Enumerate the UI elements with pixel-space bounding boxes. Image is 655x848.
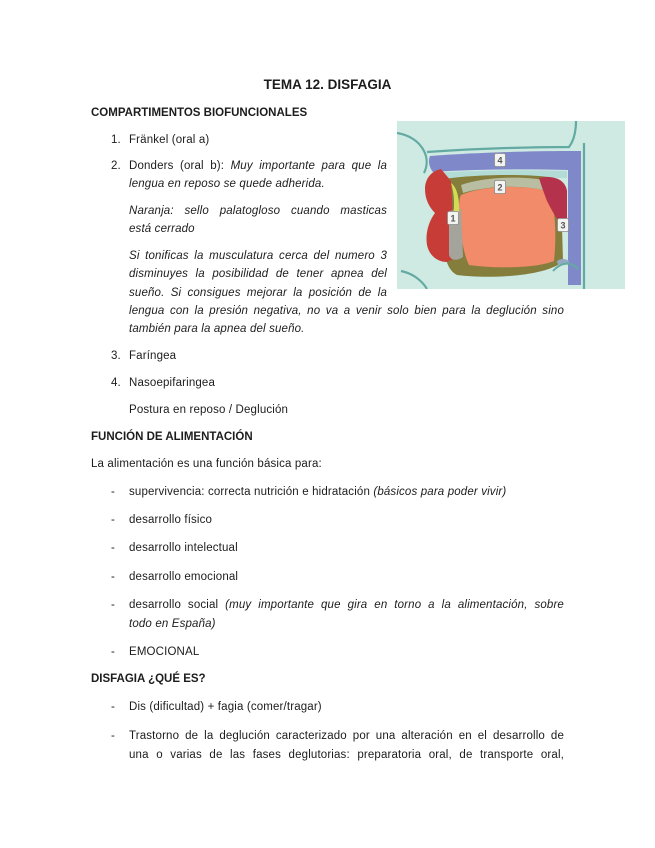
bullet-marker: -: [111, 646, 115, 658]
bullet-desarrollo-fisico: desarrollo físico: [129, 514, 213, 526]
list-item-frankel: Fränkel (oral a): [129, 134, 210, 146]
tonificas-note-line: disminuyes la posibilidad de tener apnea del: [129, 268, 387, 280]
list-item-number: 4.: [111, 377, 121, 389]
naranja-note-line: Naranja: sello palatogloso cuando masticas: [129, 205, 387, 217]
bullet-supervivencia: [129, 483, 506, 501]
bullet-text: desarrollo social: [129, 599, 226, 611]
bullet-desarrollo-emocional: desarrollo emocional: [129, 571, 239, 583]
bullet-marker: -: [111, 486, 115, 498]
bullet-emocional: EMOCIONAL: [129, 646, 200, 658]
bullet-marker: -: [111, 514, 115, 526]
bullet-note-continuation: todo en España): [129, 618, 216, 630]
list-item-donders: [129, 157, 387, 175]
section-heading-compartimentos: COMPARTIMENTOS BIOFUNCIONALES: [91, 107, 308, 119]
list-item-faringea: Faríngea: [129, 350, 177, 362]
bullet-desarrollo-intelectual: desarrollo intelectual: [129, 542, 238, 554]
bullet-marker: -: [111, 730, 115, 742]
alimentacion-intro: La alimentación es una función básica para:: [91, 458, 322, 470]
oral-compartments-figure: [397, 121, 625, 289]
bullet-text: supervivencia: correcta nutrición e hidratación: [129, 486, 374, 498]
tonificas-note-line: lengua con la presión negativa, no va a venir solo bien para la deglución sino: [129, 305, 564, 317]
bullet-note: (básicos para poder vivir): [373, 486, 507, 498]
page-title: TEMA 12. DISFAGIA: [263, 77, 392, 92]
section-heading-alimentacion: FUNCIÓN DE ALIMENTACIÓN: [91, 431, 253, 443]
label-4-text: 4: [497, 155, 503, 166]
tonificas-note-line: sueño. Si consigues mejorar la posición de la: [129, 287, 387, 299]
list-item-number: 2.: [111, 160, 121, 172]
bullet-marker: -: [111, 701, 115, 713]
list-item-number: 3.: [111, 350, 121, 362]
tongue-region: [459, 187, 555, 267]
bullet-marker: -: [111, 542, 115, 554]
list-item-nasoepifaringea: Nasoepifaringea: [129, 377, 216, 389]
label-1-text: 1: [450, 213, 456, 224]
tonificas-note-line: Si tonificas la musculatura cerca del numero 3: [129, 250, 387, 262]
bullet-definicion-line: Trastorno de la deglución caracterizado por una alteración en el desarrollo de: [129, 730, 564, 742]
bullet-note: (muy importante que gira en torno a la alimentación, sobre: [225, 599, 564, 611]
donders-note-line: lengua en reposo se quede adherida.: [129, 178, 325, 190]
bullet-desarrollo-social: [129, 596, 564, 614]
bullet-definicion-line: una o varias de las fases deglutorias: preparatoria oral, de transporte oral,: [129, 749, 564, 761]
donders-note-line: Muy importante para que la: [230, 160, 387, 172]
postura-line: Postura en reposo / Deglución: [129, 404, 289, 416]
label-2-text: 2: [497, 182, 503, 193]
bullet-marker: -: [111, 571, 115, 583]
section-heading-disfagia: DISFAGIA ¿QUÉ ES?: [91, 673, 206, 685]
naranja-note-line: está cerrado: [129, 223, 195, 235]
bullet-marker: -: [111, 599, 115, 611]
list-item-number: 1.: [111, 134, 121, 146]
donders-label: Donders (oral b):: [129, 160, 231, 172]
tonificas-note-line: también para la apnea del sueño.: [129, 323, 305, 335]
label-3-text: 3: [560, 220, 566, 231]
bullet-etimologia: Dis (dificultad) + fagia (comer/tragar): [129, 701, 322, 713]
